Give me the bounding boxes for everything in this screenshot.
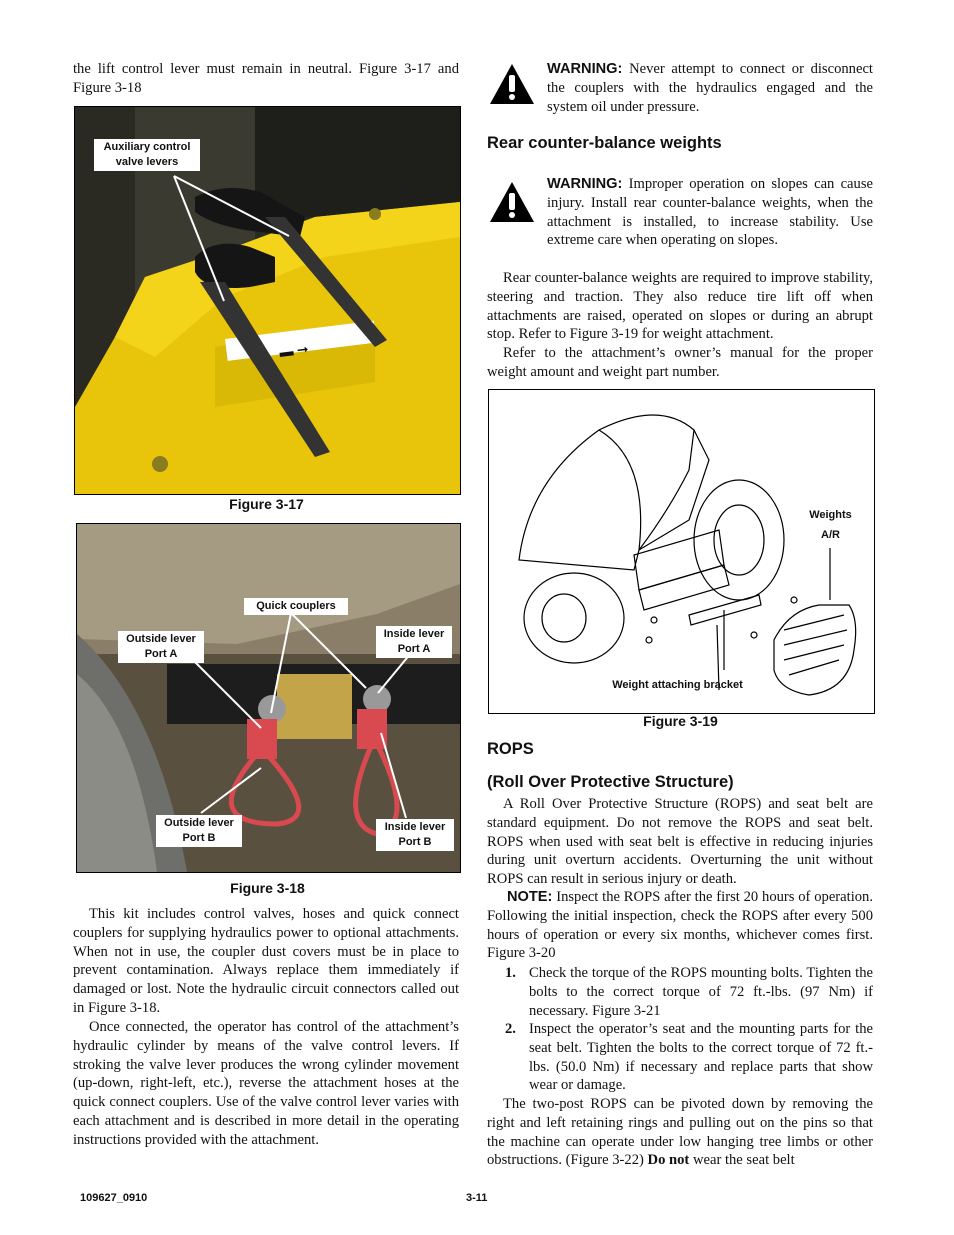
aux-valve-levers-label: Auxiliary control valve levers bbox=[94, 139, 200, 171]
hydraulics-kit-paragraph: This kit includes control valves, hoses and quick connect couplers for supplying hydraulics power to optional attachments. When not in use, the coupler dust covers must be in place to prevent contamination. Always replace them immediately if damaged or lost. Note the hydraulic circuit connectors called out in Figure 3-18. bbox=[73, 906, 459, 1016]
page-number: 3-11 bbox=[466, 1192, 488, 1204]
list-item bbox=[505, 964, 873, 1020]
heading-rops: ROPS bbox=[487, 740, 534, 758]
figure-3-19-drawing bbox=[488, 389, 875, 714]
inside-lever-port-a-label: Inside lever Port A bbox=[376, 626, 452, 658]
figure-3-17-caption: Figure 3-17 bbox=[229, 496, 304, 512]
warning-slopes bbox=[547, 175, 873, 250]
note-text: Inspect the ROPS after the first 20 hours of operation. Following the initial inspection, check the ROPS after every 500 hours of operation or every six months, whichever comes first. Figure 3-20 bbox=[487, 889, 873, 962]
inside-lever-port-b-label: Inside lever Port B bbox=[376, 819, 454, 851]
heading-rear-weights: Rear counter-balance weights bbox=[487, 134, 722, 152]
owners-manual-paragraph: Refer to the attachment’s owner’s manual for the proper weight amount and weight part number. bbox=[487, 345, 873, 380]
warning-couplers bbox=[547, 60, 873, 116]
weight-bracket-label: Weight attaching bracket bbox=[612, 679, 743, 691]
list-item-text: Inspect the operator’s seat and the mounting parts for the seat belt. Tighten the bolts to the correct torque of 72 ft.-lbs. (50.0 Nm) if necessary and replace parts that show wear or damage. bbox=[529, 1021, 873, 1094]
operator-control-paragraph: Once connected, the operator has control of the attachment’s hydraulic cylinder by means of the valve control levers. If stroking the valve lever produces the wrong cylinder movement (up-down, right-left, etc.), reverse the attachment hoses at the quick connect couplers. Use of the valve control lever varies with each attachment and is described in more detail in the operating instructions provided with the attachment. bbox=[73, 1019, 459, 1148]
warning-icon bbox=[489, 63, 535, 105]
list-item-number: 2. bbox=[505, 1021, 516, 1037]
rops-note bbox=[487, 888, 873, 963]
warning-text: Never attempt to connect or disconnect the couplers with the hydraulics engaged and the system oil under pressure. bbox=[547, 61, 873, 115]
weights-paragraph: Rear counter-balance weights are required to improve stability, steering and traction. They also reduce tire lift off when attachments are raised, operated on slopes or during an abrupt stop. Refer to Figure 3-19 for weight attachment. bbox=[487, 270, 873, 343]
outside-lever-port-a-label: Outside lever Port A bbox=[118, 631, 204, 663]
svg-text:▬ ➞: ▬ ➞ bbox=[278, 342, 310, 361]
figure-3-19-caption: Figure 3-19 bbox=[643, 713, 718, 729]
note-label: NOTE: bbox=[507, 889, 553, 905]
doc-number: 109627_0910 bbox=[80, 1192, 148, 1204]
figure-3-18-caption: Figure 3-18 bbox=[230, 880, 305, 896]
weights-label: Weights bbox=[809, 509, 852, 521]
do-not-text: Do not bbox=[647, 1152, 690, 1169]
quick-couplers-label: Quick couplers bbox=[244, 598, 348, 615]
heading-rops-full: (Roll Over Protective Structure) bbox=[487, 773, 734, 791]
rops-paragraph: A Roll Over Protective Structure (ROPS) and seat belt are standard equipment. Do not remove the ROPS and seat belt. ROPS when used with seat belt is effective in reducing injuries during unit overturn accidents. Overturning the unit without ROPS can result in serious injury or death. bbox=[487, 796, 873, 888]
warning-icon bbox=[489, 181, 535, 223]
warning-text: Improper operation on slopes can cause injury. Install rear counter-balance weights, when the attachment is installed, to increase stability. Use extreme care when operating on slopes. bbox=[547, 176, 873, 249]
ar-label: A/R bbox=[821, 529, 840, 541]
pivot-text-end: wear the seat belt bbox=[692, 1152, 795, 1169]
list-item-text: Check the torque of the ROPS mounting bolts. Tighten the bolts to the correct torque of 72 ft.-lbs. (97 Nm) if necessary. Figure 3-21 bbox=[529, 965, 873, 1019]
pivot-text: The two-post ROPS can be pivoted down by removing the right and left retaining rings and pulling out on the pins so that the machine can operate under low hanging tree limbs or other obstructions. (Figure 3-22) bbox=[487, 1096, 873, 1169]
list-item-number: 1. bbox=[505, 965, 516, 981]
warning-label: WARNING: bbox=[547, 61, 623, 77]
warning-label: WARNING: bbox=[547, 176, 623, 192]
list-item bbox=[505, 1020, 873, 1095]
outside-lever-port-b-label: Outside lever Port B bbox=[156, 815, 242, 847]
rops-pivot-paragraph bbox=[487, 1095, 873, 1170]
intro-text: the lift control lever must remain in neutral. Figure 3-17 and Figure 3-18 bbox=[73, 61, 459, 96]
